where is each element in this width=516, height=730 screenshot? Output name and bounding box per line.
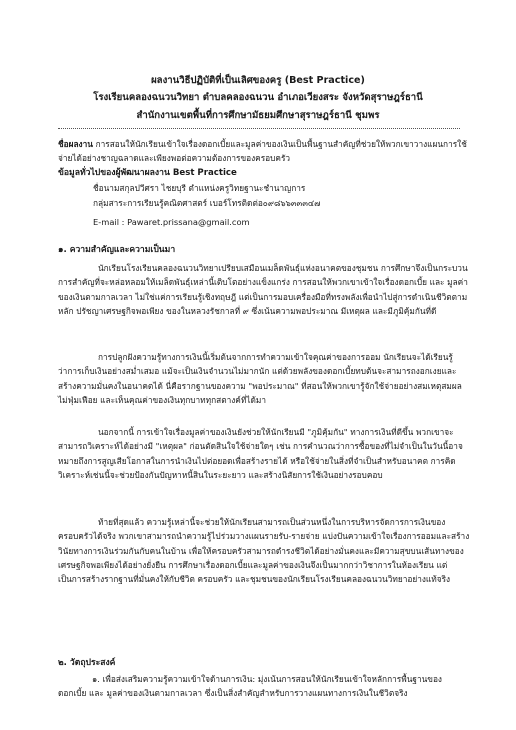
developer-email: E-mail : Pawaret.prissana@gmail.com bbox=[93, 217, 250, 227]
developer-group-line: กลุ่มสาระการเรียนรู้คณิตศาสตร์ เบอร์โทรติดต่อ๐๙๘๖๖๓๓๓๔๗ bbox=[93, 198, 321, 208]
developer-heading: ข้อมูลทั่วไปของผู้พัฒนาผลงาน Best Practice bbox=[58, 168, 237, 178]
title-line-2: โรงเรียนคลองฉนวนวิทยา ตำบลคลองฉนวน อำเภอเวียงสระ จังหวัดสุราษฎร์ธานี bbox=[93, 92, 423, 103]
section-1-paragraph-4: ท้ายที่สุดแล้ว ความรู้เหล่านี้จะช่วยให้นักเรียนสามารถเป็นส่วนหนึ่งในการบริหารจัดการการเงินของครอบครัวได้จริง พวกเขาสามารถนำความรู้ไปร่วมวางแผนรายรับ-รายจ่าย แบ่งปันความเข้าใจเรื่องการออมและสร้างวินัยทางการเงินร่วมกันกับคนในบ้าน เพื่อให้ครอบครัวสามารถดำรงชีวิตได้อย่างมั่นคงและมีความสุขบนเส้นทางของเศรษฐกิจพอเพียงได้อย่างยั่งยืน การศึกษาเรื่องดอกเบี้ยและมูลค่าของเงินจึงเป็นมากกว่าวิชาการในห้องเรียน แต่เป็นการสร้างรากฐานที่มั่นคงให้กับชีวิต ครอบครัว และชุมชนของนักเรียนโรงเรียนคลองฉนวนวิทยาอย่างแท้จริง bbox=[58, 517, 470, 585]
section-2-heading: ๒. วัตถุประสงค์ bbox=[58, 658, 116, 668]
developer-name-line: ชื่อนามสกุลปวีศรา ไชยบุรี ตำแหน่งครูวิทยฐานะชำนาญการ bbox=[93, 183, 306, 193]
work-name-paragraph bbox=[58, 137, 470, 166]
title-line-3: สำนักงานเขตพื้นที่การศึกษามัธยมศึกษาสุราษฎร์ธานี ชุมพร bbox=[136, 110, 380, 121]
section-1-heading: ๑. ความสำคัญและความเป็นมา bbox=[58, 245, 176, 255]
work-name-label: ชื่อผลงาน bbox=[58, 139, 93, 149]
section-1-paragraph-1: นักเรียนโรงเรียนคลองฉนวนวิทยาเปรียบเสมือนเมล็ดพันธุ์แห่งอนาคตของชุมชน การศึกษาจึงเป็นกระบวนการสำคัญที่จะหล่อหลอมให้เมล็ดพันธุ์เหล่านี้เติบโตอย่างแข็งแกร่ง การสอนให้พวกเขาเข้าใจเรื่องดอกเบี้ย และ มูลค่าของเงินตามกาลเวลา ไม่ใช่แค่การเรียนรู้เชิงทฤษฎี แต่เป็นการมอบเครื่องมือที่ทรงพลังเพื่อนำไปสู่การดำเนินชีวิตตามหลัก ปรัชญาเศรษฐกิจพอเพียง ของในหลวงรัชกาลที่ ๙ ซึ่งเน้นความพอประมาณ มีเหตุผล และมีภูมิคุ้มกันที่ดี bbox=[58, 263, 468, 316]
section-2-objective-1: ๑. เพื่อส่งเสริมความรู้ความเข้าใจด้านการเงิน: มุ่งเน้นการสอนให้นักเรียนเข้าใจหลักการพื้นฐานของดอกเบี้ย และ มูลค่าของเงินตามกาลเวลา ซึ่งเป็นสิ่งสำคัญสำหรับการวางแผนทางการเงินในชีวิตจริง bbox=[58, 674, 442, 699]
section-1-paragraph-3: นอกจากนี้ การเข้าใจเรื่องมูลค่าของเงินยังช่วยให้นักเรียนมี "ภูมิคุ้มกัน" ทางการเงินที่ดีขึ้น พวกเขาจะสามารถวิเคราะห์ได้อย่างมี "เหตุผล" ก่อนตัดสินใจใช้จ่ายใดๆ เช่น การคำนวณว่าการซื้อของที่ไม่จำเป็นในวันนี้อาจหมายถึงการสูญเสียโอกาสในการนำเงินไปต่อยอดเพื่อสร้างรายได้ หรือใช้จ่ายในสิ่งที่จำเป็นสำหรับอนาคต การคิดวิเคราะห์เช่นนี้จะช่วยป้องกันปัญหาหนี้สินในระยะยาว และสร้างนิสัยการใช้เงินอย่างรอบคอบ bbox=[58, 427, 463, 480]
work-name-text: การสอนให้นักเรียนเข้าใจเรื่องดอกเบี้ยและมูลค่าของเงินเป็นพื้นฐานสำคัญที่ช่วยให้พวกเขาวางแผนการใช้จ่ายได้อย่างชาญฉลาดและเพียงพอต่อความต้องการของครอบครัว bbox=[58, 139, 467, 164]
title-divider bbox=[58, 128, 460, 129]
title-line-1: ผลงานวิธีปฏิบัติที่เป็นเลิศของครู (Best Practice) bbox=[151, 75, 365, 86]
section-1-paragraph-2: การปลูกฝังความรู้ทางการเงินนี้เริ่มต้นจากการทำความเข้าใจคุณค่าของการออม นักเรียนจะได้เรียนรู้ว่าการเก็บเงินอย่างสม่ำเสมอ แม้จะเป็นเงินจำนวนไม่มากนัก แต่ด้วยพลังของดอกเบี้ยทบต้นจะสามารถงอกเงยและสร้างความมั่นคงในอนาคตได้ นี่คือรากฐานของความ "พอประมาณ" ที่สอนให้พวกเขารู้จักใช้จ่ายอย่างสมเหตุสมผล ไม่ฟุ่มเฟือย และเห็นคุณค่าของเงินทุกบาททุกสตางค์ที่ได้มา bbox=[58, 352, 462, 405]
